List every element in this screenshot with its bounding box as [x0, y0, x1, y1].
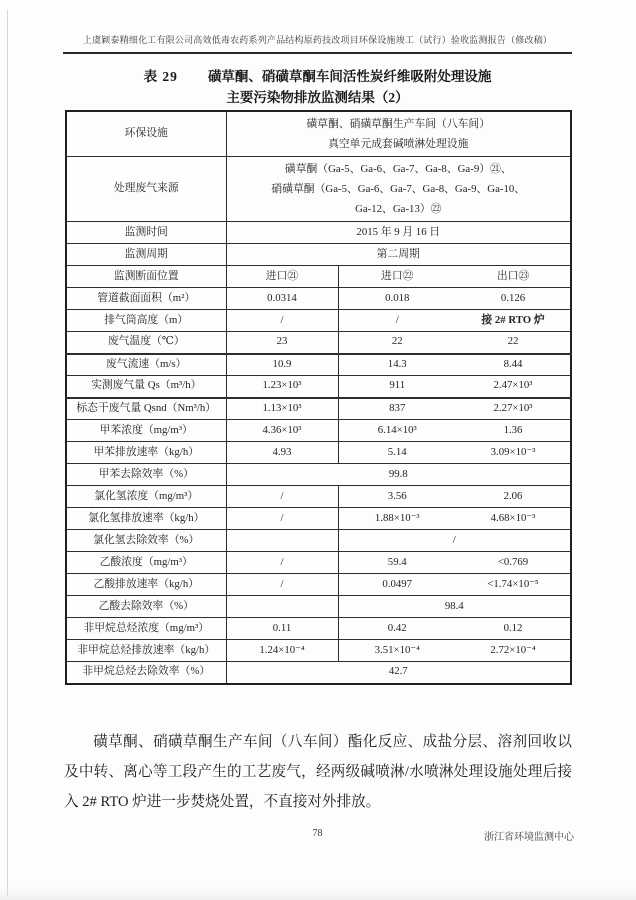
table-number: 表 29: [143, 69, 178, 84]
scan-artifact: [0, 886, 636, 900]
table-title-text: 磺草酮、硝磺草酮车间活性炭纤维吸附处理设施: [207, 69, 492, 84]
table-cell: [226, 157, 571, 222]
table-cell: 0.12: [456, 618, 571, 640]
row-label: 管道截面面积（m²）: [66, 288, 226, 310]
table-row: [66, 596, 571, 618]
table-cell: 8.44: [456, 354, 571, 376]
table-cell: 911: [338, 376, 456, 398]
table-cell: 2.06: [456, 486, 571, 508]
table-cell: /: [338, 530, 571, 552]
monitoring-table: [65, 110, 572, 685]
summary-paragraph: 磺草酮、硝磺草酮生产车间（八车间）酯化反应、成盐分层、溶剂回收以及中转、离心等工段产生的工艺废气，经两级碱喷淋/水喷淋处理设施处理后接入 2# RTO 炉进一步焚烧处置，不直接对外排放。: [64, 734, 572, 810]
table-cell: 837: [338, 398, 456, 420]
row-label: 废气流速（m/s）: [66, 354, 226, 376]
table-row: [66, 662, 571, 684]
row-label: 标态干废气量 Qsnd（Nm³/h）: [66, 398, 226, 420]
table-cell: 进口㉑: [226, 266, 338, 288]
table-cell: 14.3: [338, 354, 456, 376]
table-cell: 0.0314: [226, 288, 338, 310]
table-row: [66, 310, 571, 332]
row-label: 监测周期: [66, 244, 226, 266]
row-label: 监测断面位置: [66, 266, 226, 288]
row-label: 监测时间: [66, 222, 226, 244]
row-label: 氯化氢浓度（mg/m³）: [66, 486, 226, 508]
table-cell: 0.018: [338, 288, 456, 310]
table-cell: 1.36: [456, 420, 571, 442]
table-cell: 99.8: [226, 464, 571, 486]
table-cell: <0.769: [456, 552, 571, 574]
table-cell: 23: [226, 332, 338, 354]
table-title: [63, 66, 572, 108]
cell-line: 硝磺草酮（Ga-5、Ga-6、Ga-7、Ga-8、Ga-9、Ga-10、: [271, 183, 526, 195]
table-cell: 22: [456, 332, 571, 354]
table-row: [66, 420, 571, 442]
row-label: 实测废气量 Qs（m³/h）: [66, 376, 226, 398]
table-row: [66, 288, 571, 310]
table-cell: [226, 111, 571, 157]
table-row: [66, 332, 571, 354]
table-cell: 3.51×10⁻⁴: [338, 640, 456, 662]
table-row: [66, 354, 571, 376]
row-label: 甲苯排放速率（kg/h）: [66, 442, 226, 464]
table-cell: 1.23×10³: [226, 376, 338, 398]
table-cell: 2.27×10³: [456, 398, 571, 420]
table-row: [66, 111, 571, 157]
table-cell: 6.14×10³: [338, 420, 456, 442]
table-cell: 0.0497: [338, 574, 456, 596]
table-row: [66, 552, 571, 574]
table-cell: 2.47×10³: [456, 376, 571, 398]
table-row: [66, 486, 571, 508]
table-cell: 进口㉒: [338, 266, 456, 288]
table-cell: 1.13×10³: [226, 398, 338, 420]
table-cell: [226, 596, 338, 618]
table-cell: 0.11: [226, 618, 338, 640]
row-label: 排气筒高度（m）: [66, 310, 226, 332]
table-row: [66, 157, 571, 222]
table-cell: 4.93: [226, 442, 338, 464]
table-cell: 2015 年 9 月 16 日: [226, 222, 571, 244]
cell-line: 真空单元成套碱喷淋处理设施: [328, 138, 469, 150]
table-cell: 4.68×10⁻³: [456, 508, 571, 530]
table-cell: 0.42: [338, 618, 456, 640]
table-cell: 接 2# RTO 炉: [456, 310, 571, 332]
table-cell: /: [226, 552, 338, 574]
table-cell: 出口㉓: [456, 266, 571, 288]
document-header-title: 上虞颖泰精细化工有限公司高效低毒农药系列产品结构原药技改项目环保设施竣工（试行）验收监测报告（修改稿）: [63, 33, 572, 54]
scan-edge: [7, 10, 8, 896]
table-row: [66, 398, 571, 420]
table-cell: /: [226, 508, 338, 530]
table-cell: 5.14: [338, 442, 456, 464]
table-cell: 2.72×10⁻⁴: [456, 640, 571, 662]
table-cell: /: [226, 486, 338, 508]
table-cell: 42.7: [226, 662, 571, 684]
table-cell: 10.9: [226, 354, 338, 376]
row-label: 非甲烷总烃去除效率（%）: [66, 662, 226, 684]
table-cell: 3.09×10⁻³: [456, 442, 571, 464]
row-label: 氯化氢排放速率（kg/h）: [66, 508, 226, 530]
table-cell: 3.56: [338, 486, 456, 508]
table-row: [66, 618, 571, 640]
table-row: [66, 376, 571, 398]
table-row: [66, 464, 571, 486]
table-cell: 0.126: [456, 288, 571, 310]
table-cell: 22: [338, 332, 456, 354]
page-number: 78: [312, 828, 323, 839]
table-row: [66, 574, 571, 596]
row-label: 处理废气来源: [66, 157, 226, 222]
table-cell: 1.24×10⁻⁴: [226, 640, 338, 662]
table-row: [66, 508, 571, 530]
table-cell: 4.36×10³: [226, 420, 338, 442]
monitoring-table-body: [66, 111, 571, 684]
row-label: 非甲烷总烃浓度（mg/m³）: [66, 618, 226, 640]
table-row: [66, 442, 571, 464]
table-cell: 59.4: [338, 552, 456, 574]
table-title-line1: [63, 66, 572, 87]
table-cell: 98.4: [338, 596, 571, 618]
table-cell: [226, 530, 338, 552]
table-cell: 第二周期: [226, 244, 571, 266]
table-cell: /: [338, 310, 456, 332]
cell-line: Ga-12、Ga-13）㉒: [355, 203, 442, 215]
table-row: [66, 222, 571, 244]
table-title-line2: 主要污染物排放监测结果（2）: [226, 90, 409, 105]
table-row: [66, 640, 571, 662]
cell-line: 磺草酮（Ga-5、Ga-6、Ga-7、Ga-8、Ga-9）㉑、: [284, 163, 512, 175]
footer-organization: 浙江省环境监测中心: [484, 832, 574, 843]
row-label: 非甲烷总烃排放速率（kg/h）: [66, 640, 226, 662]
row-label: 氯化氢去除效率（%）: [66, 530, 226, 552]
row-label: 环保设施: [66, 111, 226, 157]
table-row: [66, 244, 571, 266]
row-label: 乙酸排放速率（kg/h）: [66, 574, 226, 596]
table-row: [66, 266, 571, 288]
table-cell: <1.74×10⁻⁵: [456, 574, 571, 596]
cell-line: 磺草酮、硝磺草酮生产车间（八车间）: [306, 118, 491, 130]
table-cell: 1.88×10⁻³: [338, 508, 456, 530]
table-cell: /: [226, 310, 338, 332]
row-label: 乙酸浓度（mg/m³）: [66, 552, 226, 574]
row-label: 废气温度（℃）: [66, 332, 226, 354]
row-label: 甲苯浓度（mg/m³）: [66, 420, 226, 442]
row-label: 甲苯去除效率（%）: [66, 464, 226, 486]
table-row: [66, 530, 571, 552]
table-cell: /: [226, 574, 338, 596]
row-label: 乙酸去除效率（%）: [66, 596, 226, 618]
